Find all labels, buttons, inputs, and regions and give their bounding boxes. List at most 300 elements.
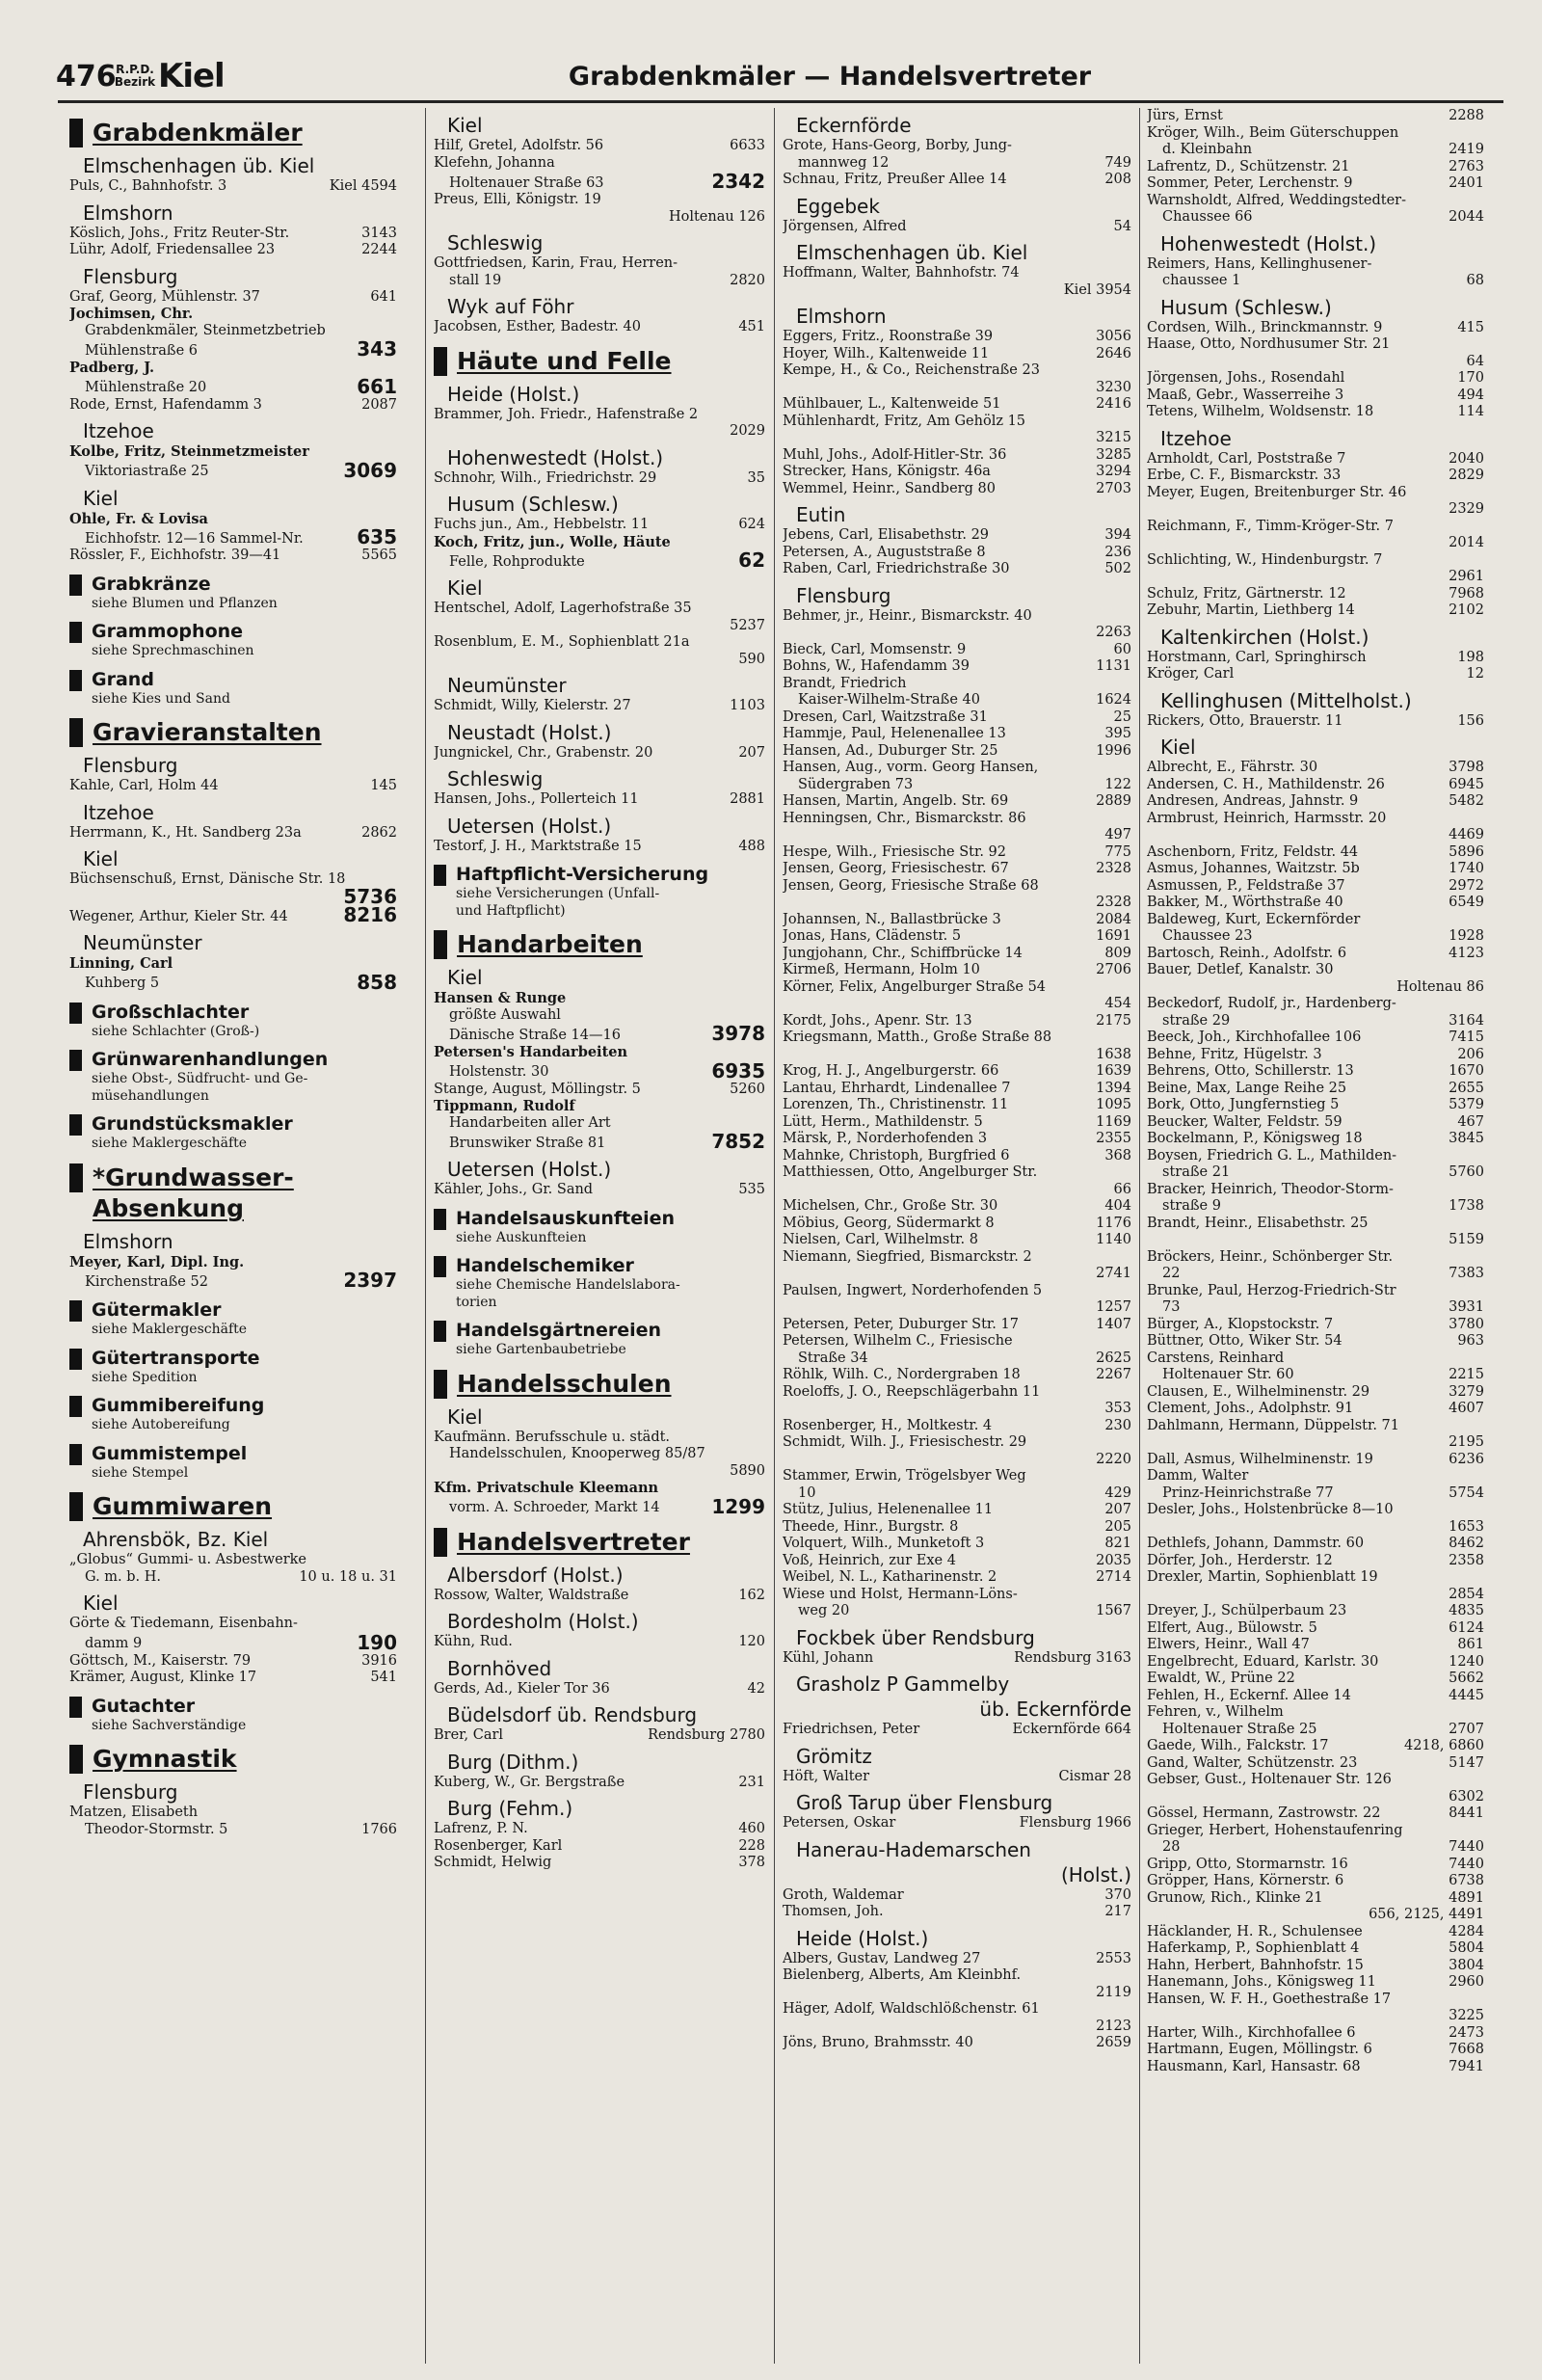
entry-phone: 198 xyxy=(1457,649,1484,665)
listing-entry xyxy=(783,1569,1131,1587)
listing-entry xyxy=(783,1384,1131,1402)
listing-entry xyxy=(1147,996,1484,1013)
town-heading: Heide (Holst.) xyxy=(796,1926,929,1950)
category-heading xyxy=(69,1114,397,1136)
entry-name: Rosenberger, Karl xyxy=(434,1837,563,1854)
entry-phone: 1928 xyxy=(1449,928,1484,944)
category-marker xyxy=(434,865,446,886)
entry-phone: 2102 xyxy=(1449,602,1484,618)
entry-name: Köslich, Johs., Fritz Reuter-Str. xyxy=(69,225,290,241)
category-heading-continuation xyxy=(69,1193,397,1224)
city-name: Kiel xyxy=(158,57,225,95)
entry-phone: 1407 xyxy=(1096,1316,1131,1332)
entry-phone: 8441 xyxy=(1449,1805,1484,1821)
entry-name: Jörgensen, Alfred xyxy=(783,218,907,234)
entry-name: Behrens, Otto, Schillerstr. 13 xyxy=(1147,1063,1354,1079)
entry-phone: 2741 xyxy=(1096,1266,1131,1281)
entry-phone: 10 u. 18 u. 31 xyxy=(299,1568,397,1585)
listing-entry xyxy=(783,2035,1131,2052)
entry-phone: 231 xyxy=(738,1774,765,1790)
category-marker xyxy=(434,1321,446,1342)
listing-entry xyxy=(1147,1249,1484,1267)
entry-name: Albers, Gustav, Landweg 27 xyxy=(783,1950,981,1966)
town-heading: Eutin xyxy=(796,503,846,526)
entry-name: Stammer, Erwin, Trögelsbyer Weg xyxy=(783,1468,1026,1484)
listing-entry xyxy=(783,1333,1131,1350)
entry-name: Körner, Felix, Angelburger Straße 54 xyxy=(783,978,1047,995)
town-heading: Hanerau-Hademarschen xyxy=(796,1837,1031,1861)
listing-entry xyxy=(1147,1216,1484,1233)
page-header xyxy=(56,54,1502,98)
entry-name: 10 xyxy=(798,1484,816,1501)
entry-name: Dahlmann, Hermann, Düppelstr. 71 xyxy=(1147,1417,1400,1433)
entry-phone: 3230 xyxy=(1096,379,1131,395)
entry-name: Beckedorf, Rudolf, jr., Hardenberg- xyxy=(1147,996,1396,1011)
entry-name: „Globus“ Gummi- u. Asbestwerke xyxy=(69,1552,307,1567)
listing-entry xyxy=(1147,142,1484,159)
entry-phone: 1131 xyxy=(1096,658,1131,674)
listing-entry xyxy=(783,1249,1131,1267)
entry-name: Thomsen, Joh. xyxy=(783,1904,884,1919)
entry-phone: 2881 xyxy=(730,791,765,807)
entry-phone: 35 xyxy=(747,469,765,486)
listing-entry xyxy=(783,1317,1131,1334)
listing-entry xyxy=(434,1044,765,1061)
listing-entry xyxy=(434,990,765,1007)
category-label: Handelsschulen xyxy=(457,1369,672,1398)
cross-reference: siehe Kies und Sand xyxy=(92,690,230,707)
entry-phone: 590 xyxy=(738,651,765,667)
listing-entry xyxy=(1147,336,1484,354)
entry-phone: 2044 xyxy=(1449,209,1484,225)
listing-entry xyxy=(1147,370,1484,388)
category-heading xyxy=(434,1369,765,1400)
listing-entry xyxy=(434,1821,765,1838)
entry-name: Petersen, A., Auguststraße 8 xyxy=(783,544,986,560)
listing-entry xyxy=(783,1434,1131,1452)
category-label: Handelschemiker xyxy=(456,1255,634,1277)
category-heading xyxy=(69,1396,397,1417)
entry-name: Petersen, Wilhelm C., Friesische xyxy=(783,1333,1013,1349)
category-marker xyxy=(69,1114,82,1136)
entry-name: Clement, Johs., Adolphstr. 91 xyxy=(1147,1401,1354,1416)
listing-entry xyxy=(1147,878,1484,896)
entry-name: Mühlenstraße 6 xyxy=(85,342,199,359)
entry-name: Kröger, Carl xyxy=(1147,666,1235,682)
entry-name: Gröpper, Hans, Körnerstr. 6 xyxy=(1147,1873,1344,1888)
entry-phone: 2960 xyxy=(1449,1974,1484,1990)
entry-name: Damm, Walter xyxy=(1147,1468,1249,1484)
entry-phone: Cismar 28 xyxy=(1058,1768,1131,1784)
column-3 xyxy=(783,108,1131,2364)
entry-name: Fehren, v., Wilhelm xyxy=(1147,1704,1284,1720)
entry-phone: 368 xyxy=(1104,1147,1131,1163)
listing-entry xyxy=(1147,1823,1484,1840)
entry-name: Rossow, Walter, Waldstraße xyxy=(434,1587,629,1603)
listing-entry xyxy=(1147,1097,1484,1114)
town-heading: Eggebek xyxy=(796,194,880,218)
entry-name: Ewaldt, W., Prüne 22 xyxy=(1147,1671,1295,1686)
entry-name: Warnsholdt, Alfred, Weddingstedter- xyxy=(1147,192,1407,208)
entry-name: Henningsen, Chr., Bismarckstr. 86 xyxy=(783,810,1026,826)
entry-name: Chaussee 23 xyxy=(1162,928,1253,944)
entry-phone: 1140 xyxy=(1096,1232,1131,1247)
entry-phone: 378 xyxy=(738,1855,765,1870)
entry-name: Gripp, Otto, Stormarnstr. 16 xyxy=(1147,1856,1348,1872)
listing-entry xyxy=(1147,552,1484,570)
listing-entry xyxy=(1147,1131,1484,1148)
entry-phone: 5482 xyxy=(1449,793,1484,809)
entry-name: Behmer, jr., Heinr., Bismarckstr. 40 xyxy=(783,607,1032,624)
entry-name: Armbrust, Heinrich, Harmsstr. 20 xyxy=(1147,810,1387,826)
listing-entry xyxy=(1147,1940,1484,1958)
page-title: Grabdenkmäler — Handelsvertreter xyxy=(568,61,1092,92)
town-heading: Eckernförde xyxy=(796,114,912,137)
column-divider xyxy=(774,108,775,2364)
entry-phone: 661 xyxy=(357,374,397,398)
entry-phone: 8216 xyxy=(343,903,397,926)
entry-phone: 205 xyxy=(1104,1518,1131,1535)
entry-name: Hanemann, Johs., Königsweg 11 xyxy=(1147,1974,1376,1990)
listing-entry xyxy=(1147,1384,1484,1402)
entry-phone: 4123 xyxy=(1449,945,1484,961)
entry-name: Horstmann, Carl, Springhirsch xyxy=(1147,649,1367,665)
listing-entry xyxy=(1147,175,1484,193)
entry-phone: 190 xyxy=(357,1630,397,1654)
listing-entry xyxy=(1147,1755,1484,1773)
listing-entry xyxy=(434,601,765,618)
entry-name: Brandt, Friedrich xyxy=(783,675,907,691)
listing-entry xyxy=(1147,1148,1484,1165)
entry-phone: 749 xyxy=(1104,154,1131,171)
entry-name: straße 9 xyxy=(1162,1198,1221,1214)
cross-reference: siehe Maklergeschäfte xyxy=(92,1322,248,1337)
entry-name: Lütt, Herm., Mathildenstr. 5 xyxy=(783,1113,983,1130)
entry-phone: 429 xyxy=(1104,1484,1131,1501)
entry-name: Stütz, Julius, Helenenallee 11 xyxy=(783,1502,994,1517)
listing-entry xyxy=(69,548,397,565)
cross-reference: siehe Sprechmaschinen xyxy=(92,643,254,658)
listing-entry xyxy=(783,362,1131,380)
town-heading: Grasholz P Gammelby xyxy=(796,1672,1010,1696)
entry-name: Schnau, Fritz, Preußer Allee 14 xyxy=(783,172,1007,187)
entry-name: Hentschel, Adolf, Lagerhofstraße 35 xyxy=(434,601,692,616)
listing-entry xyxy=(69,458,397,482)
entry-name: Märsk, P., Norderhofenden 3 xyxy=(783,1131,988,1146)
listing-entry xyxy=(1147,895,1484,912)
entry-name: Dall, Asmus, Wilhelminenstr. 19 xyxy=(1147,1451,1373,1467)
entry-phone: 624 xyxy=(738,517,765,532)
listing-entry xyxy=(783,1967,1131,1985)
category-heading xyxy=(69,1349,397,1370)
listing-entry xyxy=(434,1855,765,1872)
entry-phone: 4607 xyxy=(1449,1401,1484,1416)
entry-phone: 12 xyxy=(1466,666,1484,682)
listing-entry xyxy=(1147,760,1484,777)
listing-entry xyxy=(69,1270,397,1291)
entry-phone: 963 xyxy=(1457,1333,1484,1349)
town-heading-continuation: (Holst.) xyxy=(1060,1862,1131,1886)
town-heading: Flensburg xyxy=(83,754,178,777)
listing-entry xyxy=(1147,962,1484,979)
listing-entry xyxy=(69,178,397,196)
entry-phone: 1653 xyxy=(1449,1518,1484,1535)
listing-entry xyxy=(783,1536,1131,1553)
listing-entry xyxy=(1147,1081,1484,1098)
entry-phone: 656, 2125, 4491 xyxy=(1369,1907,1484,1922)
entry-phone: 6945 xyxy=(1449,776,1484,792)
town-heading: Flensburg xyxy=(796,583,891,607)
listing-entry xyxy=(1147,666,1484,683)
town-heading: Kaltenkirchen (Holst.) xyxy=(1160,625,1369,649)
entry-name: Grieger, Herbert, Hohenstaufenring xyxy=(1147,1822,1403,1838)
listing-entry xyxy=(783,777,1131,794)
entry-phone: 54 xyxy=(1113,218,1131,234)
listing-entry xyxy=(1147,451,1484,468)
category-marker xyxy=(69,1050,82,1071)
district-label: R.P.D. Bezirk xyxy=(114,63,156,89)
entry-name: Jensen, Georg, Friesischestr. 67 xyxy=(783,861,1009,876)
entry-phone: 353 xyxy=(1104,1401,1131,1416)
entry-phone: 4284 xyxy=(1449,1923,1484,1939)
entry-name: Tippmann, Rudolf xyxy=(434,1098,575,1114)
listing-entry xyxy=(783,1769,1131,1786)
entry-phone: 3931 xyxy=(1449,1299,1484,1315)
listing-entry xyxy=(1147,193,1484,210)
entry-name: Hansen & Runge xyxy=(434,990,567,1006)
category-marker xyxy=(69,1697,82,1718)
listing-entry xyxy=(783,1722,1131,1739)
cross-reference: siehe Sachverständige xyxy=(92,1717,247,1733)
entry-phone: 2473 xyxy=(1449,2024,1484,2041)
listing-entry xyxy=(69,374,397,398)
listing-entry xyxy=(434,534,765,551)
entry-phone: 5662 xyxy=(1449,1671,1484,1686)
entry-name: G. m. b. H. xyxy=(85,1568,162,1585)
category-label: Gravieranstalten xyxy=(93,718,322,746)
entry-phone: 3069 xyxy=(343,458,397,482)
listing-entry xyxy=(1147,928,1484,946)
listing-entry xyxy=(69,905,397,925)
entry-name: Rickers, Otto, Brauerstr. 11 xyxy=(1147,712,1343,729)
entry-phone: 170 xyxy=(1457,370,1484,386)
listing-entry xyxy=(783,692,1131,709)
cross-reference: siehe Spedition xyxy=(92,1369,198,1385)
listing-entry xyxy=(434,1681,765,1698)
entry-name: Beeck, Joh., Kirchhofallee 106 xyxy=(1147,1030,1362,1045)
town-heading: Kiel xyxy=(83,847,119,870)
entry-phone: 635 xyxy=(357,525,397,548)
listing-entry xyxy=(783,155,1131,173)
entry-name: Jacobsen, Esther, Badestr. 40 xyxy=(434,319,641,334)
category-heading xyxy=(69,1050,397,1071)
entry-name: Raben, Carl, Friedrichstraße 30 xyxy=(783,561,1010,576)
entry-name: Chaussee 66 xyxy=(1162,209,1253,225)
entry-continuation: Handarbeiten aller Art xyxy=(449,1114,611,1131)
entry-name: Carstens, Reinhard xyxy=(1147,1350,1285,1366)
listing-entry xyxy=(783,1232,1131,1249)
category-label: Grand xyxy=(92,668,154,690)
entry-name: Dethlefs, Johann, Dammstr. 60 xyxy=(1147,1536,1365,1551)
listing-entry xyxy=(783,527,1131,545)
town-heading: Kiel xyxy=(83,486,119,510)
listing-entry xyxy=(783,676,1131,693)
category-heading xyxy=(69,1697,397,1718)
entry-name: Petersen, Oskar xyxy=(783,1815,896,1831)
entry-phone: 3164 xyxy=(1449,1012,1484,1029)
entry-phone: 2175 xyxy=(1096,1012,1131,1029)
listing-entry xyxy=(783,811,1131,828)
category-heading xyxy=(434,1209,765,1230)
entry-phone: 502 xyxy=(1104,561,1131,576)
listing-entry xyxy=(783,1951,1131,1968)
category-marker xyxy=(434,1209,446,1230)
entry-phone: 2706 xyxy=(1096,962,1131,977)
entry-name: Haase, Otto, Nordhusumer Str. 21 xyxy=(1147,336,1391,352)
listing-entry xyxy=(783,561,1131,578)
category-label: Grammophone xyxy=(92,621,244,643)
listing-entry xyxy=(434,1446,765,1463)
listing-entry xyxy=(783,878,1131,896)
entry-name: Eggers, Fritz., Roonstraße 39 xyxy=(783,329,994,344)
entry-phone: 1996 xyxy=(1096,742,1131,759)
listing-entry xyxy=(69,360,397,377)
listing-entry xyxy=(1147,1620,1484,1638)
entry-name: Erbe, C. F., Bismarckstr. 33 xyxy=(1147,468,1342,483)
entry-phone: 6549 xyxy=(1449,895,1484,910)
entry-phone: 2659 xyxy=(1096,2035,1131,2050)
entry-name: Meyer, Eugen, Breitenburger Str. 46 xyxy=(1147,484,1407,500)
listing-entry xyxy=(783,709,1131,727)
entry-name: damm 9 xyxy=(85,1636,143,1651)
entry-name: Preus, Elli, Königstr. 19 xyxy=(434,192,601,207)
entry-name: Stange, August, Möllingstr. 5 xyxy=(434,1081,641,1097)
entry-phone: 2972 xyxy=(1449,877,1484,894)
entry-name: Elwers, Heinr., Wall 47 xyxy=(1147,1637,1310,1652)
town-heading: Albersdorf (Holst.) xyxy=(447,1563,624,1587)
entry-name: Rössler, F., Eichhofstr. 39—41 xyxy=(69,548,281,563)
entry-phone: 60 xyxy=(1113,641,1131,657)
entry-phone: 66 xyxy=(1113,1181,1131,1197)
entry-phone: 217 xyxy=(1104,1904,1131,1919)
entry-phone: 2328 xyxy=(1096,861,1131,876)
listing-entry xyxy=(783,946,1131,963)
entry-phone: 1240 xyxy=(1449,1653,1484,1670)
entry-name: Dörfer, Joh., Herderstr. 12 xyxy=(1147,1552,1333,1568)
entry-phone: 3978 xyxy=(711,1022,765,1045)
entry-phone: 1766 xyxy=(361,1821,397,1837)
category-heading xyxy=(69,1163,397,1193)
entry-phone: 7852 xyxy=(711,1130,765,1153)
entry-continuation: größte Auswahl xyxy=(449,1006,561,1023)
entry-phone: 7668 xyxy=(1449,2042,1484,2057)
listing-entry xyxy=(1147,1063,1484,1081)
entry-name: Felle, Rohprodukte xyxy=(449,553,585,570)
entry-name: Lafrenz, P. N. xyxy=(434,1821,528,1836)
entry-phone: 343 xyxy=(357,337,397,361)
listing-entry xyxy=(69,970,397,994)
listing-entry xyxy=(783,1502,1131,1519)
listing-entry xyxy=(783,1063,1131,1081)
listing-entry xyxy=(783,1030,1131,1047)
listing-entry xyxy=(1147,1164,1484,1182)
category-label: Grabdenkmäler xyxy=(93,119,303,147)
category-marker xyxy=(69,718,83,747)
listing-entry xyxy=(1147,2059,1484,2076)
town-heading: Grömitz xyxy=(796,1744,872,1768)
entry-name: Maaß, Gebr., Wasserreihe 3 xyxy=(1147,387,1344,403)
entry-name: Desler, Johs., Holstenbrücke 8—10 xyxy=(1147,1502,1394,1517)
entry-name: Kaiser-Wilhelm-Straße 40 xyxy=(798,692,980,708)
column-divider xyxy=(425,108,426,2364)
listing-entry xyxy=(1147,273,1484,290)
entry-name: 73 xyxy=(1162,1299,1181,1315)
town-heading: Wyk auf Föhr xyxy=(447,295,574,318)
listing-entry xyxy=(783,793,1131,811)
entry-name: Aschenborn, Fritz, Feldstr. 44 xyxy=(1147,843,1359,860)
listing-entry xyxy=(69,397,397,414)
listing-entry xyxy=(1147,1266,1484,1283)
entry-phone: 3279 xyxy=(1449,1383,1484,1400)
entry-name: Grunow, Rich., Klinke 21 xyxy=(1147,1889,1323,1906)
category-heading xyxy=(69,670,397,691)
listing-entry xyxy=(69,1653,397,1671)
entry-name: Göttsch, M., Kaiserstr. 79 xyxy=(69,1652,252,1669)
entry-phone: 114 xyxy=(1457,404,1484,419)
listing-entry xyxy=(783,844,1131,862)
town-heading: Flensburg xyxy=(83,1780,178,1804)
entry-phone: 7440 xyxy=(1449,1839,1484,1855)
entry-phone: 2820 xyxy=(730,272,765,288)
entry-phone: 7941 xyxy=(1449,2058,1484,2074)
listing-entry xyxy=(783,1216,1131,1233)
listing-entry xyxy=(69,339,397,360)
town-heading: Itzehoe xyxy=(83,800,154,824)
entry-continuation: Grabdenkmäler, Steinmetzbetrieb xyxy=(85,322,326,338)
entry-name: Kuberg, W., Gr. Bergstraße xyxy=(434,1774,625,1790)
column-2 xyxy=(434,108,765,2364)
listing-entry xyxy=(69,1552,397,1569)
entry-phone: 2119 xyxy=(1096,1984,1131,2000)
entry-phone: 460 xyxy=(738,1821,765,1836)
entry-name: Gottfriedsen, Karin, Frau, Herren- xyxy=(434,255,678,271)
listing-entry xyxy=(434,745,765,762)
category-label: *Grundwasser- xyxy=(93,1163,294,1191)
entry-name: Grote, Hans-Georg, Borby, Jung- xyxy=(783,138,1012,153)
entry-phone: 1638 xyxy=(1096,1046,1131,1062)
entry-name: Wemmel, Heinr., Sandberg 80 xyxy=(783,480,996,496)
listing-entry xyxy=(69,527,397,548)
entry-name: Schlichting, W., Hindenburgstr. 7 xyxy=(1147,551,1383,568)
listing-entry xyxy=(783,2001,1131,2019)
entry-name: Hansen, Johs., Pollerteich 11 xyxy=(434,791,639,807)
town-heading: Elmschenhagen üb. Kiel xyxy=(796,241,1028,264)
entry-phone: 2854 xyxy=(1449,1586,1484,1602)
listing-entry xyxy=(1147,1317,1484,1334)
entry-name: Hansen, W. F. H., Goethestraße 17 xyxy=(1147,1991,1392,2007)
town-heading: Hohenwestedt (Holst.) xyxy=(1160,231,1377,255)
town-heading: Elmshorn xyxy=(83,1229,173,1253)
entry-name: Möbius, Georg, Südermarkt 8 xyxy=(783,1215,995,1231)
listing-entry xyxy=(69,825,397,842)
category-label: Handelsgärtnereien xyxy=(456,1320,662,1342)
entry-phone: 42 xyxy=(747,1680,765,1697)
listing-entry xyxy=(783,1650,1131,1668)
entry-name: Beine, Max, Lange Reihe 25 xyxy=(1147,1080,1347,1096)
category-heading xyxy=(69,1744,397,1775)
listing-entry xyxy=(1147,1772,1484,1789)
entry-name: Elfert, Aug., Bülowstr. 5 xyxy=(1147,1619,1317,1636)
